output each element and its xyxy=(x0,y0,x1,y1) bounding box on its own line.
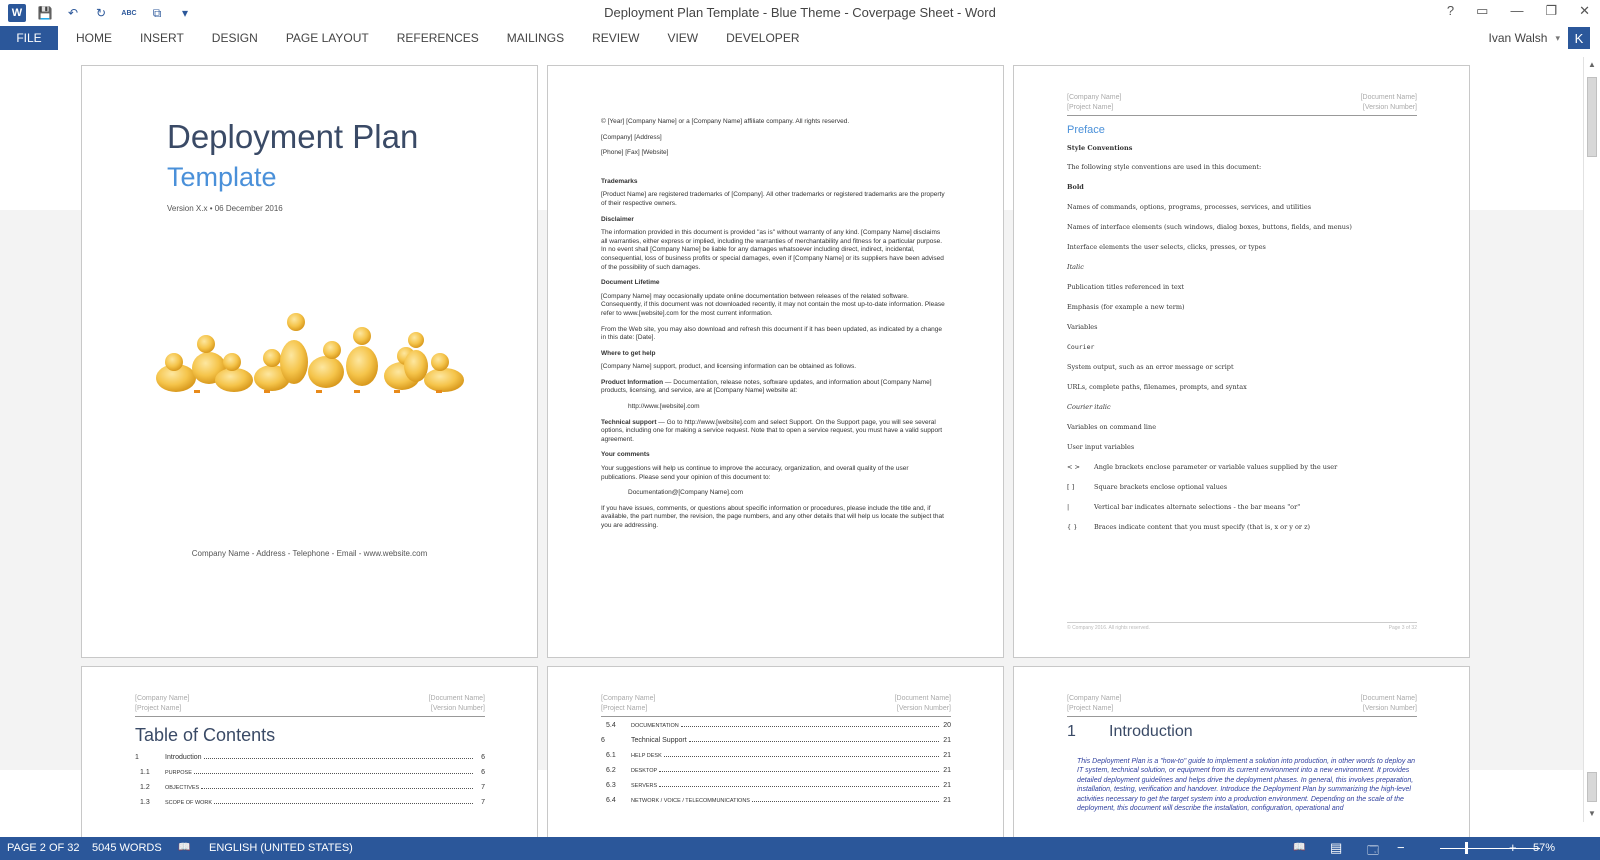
toc-row[interactable] xyxy=(135,798,485,813)
help-heading: Where to get help xyxy=(601,349,656,357)
toc-row[interactable] xyxy=(601,751,951,766)
toc-row[interactable] xyxy=(601,736,951,751)
page-preface[interactable] xyxy=(1013,65,1470,658)
bold-item-3: Interface elements the user selects, clicks, presses, or types xyxy=(1067,243,1266,251)
zoom-slider[interactable] xyxy=(1440,848,1540,849)
introduction-title: Introduction xyxy=(1109,723,1193,740)
page-introduction[interactable] xyxy=(1013,666,1470,837)
toc-page: 6 xyxy=(481,769,485,776)
trademarks-heading: Trademarks xyxy=(601,177,638,185)
customize-toolbar-icon[interactable]: ▾ xyxy=(181,6,189,20)
cover-version: Version X.x • 06 December 2016 xyxy=(167,204,283,213)
tech-support-text: — Go to http://www.[website].com and select Support. On the Support page, you will see several options, including one for making a service request. Note that to open a service request, you must have a valid support agreement. xyxy=(601,418,943,443)
style-courier-italic: Courier italic xyxy=(1067,403,1111,411)
zoom-out-icon[interactable]: − xyxy=(1397,840,1405,855)
square-brackets-text: Square brackets enclose optional values xyxy=(1094,483,1228,491)
word-count[interactable]: 5045 WORDS xyxy=(92,842,162,854)
courier-italic-item-1: Variables on command line xyxy=(1067,423,1157,431)
print-layout-icon[interactable]: ▤ xyxy=(1330,840,1343,855)
toc-text: SERVERS xyxy=(631,783,658,789)
proofing-icon[interactable]: 📖 xyxy=(178,842,191,853)
contact-line: [Phone] [Fax] [Website] xyxy=(601,149,669,157)
toc-list-left xyxy=(135,753,485,813)
help-icon[interactable]: ? xyxy=(1446,3,1455,18)
page-toc-continued[interactable] xyxy=(547,666,1004,837)
header-document: [Document Name] xyxy=(1360,94,1417,101)
symbol-bar xyxy=(1067,503,1417,511)
zoom-slider-handle[interactable] xyxy=(1465,842,1468,854)
header-document: [Document Name] xyxy=(894,695,951,702)
header-document: [Document Name] xyxy=(428,695,485,702)
zoom-level[interactable]: 57% xyxy=(1533,842,1556,854)
symbol-square xyxy=(1067,483,1417,491)
preface-content[interactable] xyxy=(1067,124,1417,543)
vertical-bar: | xyxy=(1067,503,1070,511)
legal-text[interactable] xyxy=(601,118,946,538)
comments-text: Your suggestions will help us continue to improve the accuracy, organization, and overall quality of the user publications. Please send your opinion of this document to: xyxy=(601,465,909,481)
toc-page: 20 xyxy=(943,722,951,729)
toc-text: DESKTOP xyxy=(631,768,658,774)
header-company: [Company Name] xyxy=(1067,695,1122,702)
layout-icon[interactable]: ⧉ xyxy=(152,5,162,20)
product-info xyxy=(601,379,946,396)
italic-item-1: Publication titles referenced in text xyxy=(1067,283,1185,291)
toc-page: 21 xyxy=(943,737,951,744)
italic-item-3: Variables xyxy=(1067,323,1098,331)
toc-num: 6.2 xyxy=(606,767,616,774)
disclaimer-heading: Disclaimer xyxy=(601,215,634,223)
scroll-thumb[interactable] xyxy=(1587,77,1597,157)
web-layout-icon[interactable]: 🗔 xyxy=(1367,845,1379,857)
tab-references[interactable]: REFERENCES xyxy=(396,31,479,45)
toc-text: PURPOSE xyxy=(165,770,192,776)
comments-heading: Your comments xyxy=(601,451,650,459)
italic-item-2: Emphasis (for example a new term) xyxy=(1067,303,1185,311)
tab-home[interactable]: HOME xyxy=(76,31,112,45)
page-header xyxy=(1067,93,1417,116)
style-courier: Courier xyxy=(1067,343,1095,351)
header-version: [Version Number] xyxy=(430,705,485,712)
courier-item-2: URLs, complete paths, filenames, prompts, and syntax xyxy=(1067,383,1247,391)
cover-footer: Company Name - Address - Telephone - Email - www.website.com xyxy=(191,549,428,558)
toc-row[interactable] xyxy=(135,783,485,798)
toc-text: OBJECTIVES xyxy=(165,785,200,791)
tab-page-layout[interactable]: PAGE LAYOUT xyxy=(285,31,369,45)
window-title: Deployment Plan Template - Blue Theme - Coverpage Sheet - Word xyxy=(604,5,996,20)
product-info-text: — Documentation, release notes, software updates, and information about [Company Name] products, licensing, and service, are at [Company Name] website at: xyxy=(601,378,932,395)
toc-num: 1.2 xyxy=(140,784,150,791)
tab-review[interactable]: REVIEW xyxy=(592,31,640,45)
ribbon-tabs xyxy=(0,26,1600,50)
footer-page-number: Page 3 of 32 xyxy=(1388,625,1417,631)
introduction-text[interactable]: This Deployment Plan is a "how-to" guide to implement a solution into production, in other words to deploy an IT system, technical solution, or equipment from its current environment into a new environment. It provides detailed deployment guidelines and helps drive the deployment phases. In general, this involves preparation, installation, testing, verification and handover. Introduce the Deployment Plan by summarizing the high-level activities necessary to get the target system into a production environment. Depending on the scale of the deployment, this document will describe the installation, configuration, operational and xyxy=(1077,758,1416,813)
save-icon[interactable]: 💾 xyxy=(37,6,53,20)
preface-intro: The following style conventions are used in this document: xyxy=(1067,163,1262,171)
minimize-icon[interactable]: — xyxy=(1510,3,1524,18)
user-name[interactable]: Ivan Walsh xyxy=(1488,31,1548,45)
toc-num: 6 xyxy=(601,737,605,744)
avatar[interactable]: K xyxy=(1568,27,1590,49)
page-header xyxy=(1067,694,1417,717)
header-project: [Project Name] xyxy=(1067,705,1114,712)
bold-item-2: Names of interface elements (such windows, dialog boxes, buttons, fields, and menus) xyxy=(1067,223,1352,231)
zoom-in-icon[interactable]: + xyxy=(1509,840,1517,855)
toc-num: 6.3 xyxy=(606,782,616,789)
toc-page: 21 xyxy=(943,767,951,774)
page-count[interactable]: PAGE 2 OF 32 xyxy=(7,842,80,854)
ducklings-image xyxy=(154,306,474,406)
tab-view[interactable]: VIEW xyxy=(667,31,699,45)
header-project: [Project Name] xyxy=(601,705,648,712)
square-brackets: [ ] xyxy=(1067,483,1075,491)
help-text: [Company Name] support, product, and licensing information can be obtained as follows. xyxy=(601,363,857,371)
language[interactable]: ENGLISH (UNITED STATES) xyxy=(209,842,353,854)
scroll-up-icon[interactable]: ▲ xyxy=(1588,60,1596,69)
style-conventions-heading: Style Conventions xyxy=(1067,144,1133,152)
toc-page: 21 xyxy=(943,752,951,759)
toc-page: 21 xyxy=(943,797,951,804)
page-toc[interactable] xyxy=(81,666,538,837)
title-bar xyxy=(0,0,1600,26)
tech-support-label: Technical support xyxy=(601,418,657,426)
toc-page: 6 xyxy=(481,754,485,761)
lifetime-text-2: From the Web site, you may also download and refresh this document if it has been updated, as indicated by a change in this date: [Date]. xyxy=(601,325,942,342)
toc-page: 7 xyxy=(481,784,485,791)
redo-icon[interactable]: ↻ xyxy=(95,6,107,20)
copyright-line: © [Year] [Company Name] or a [Company Name] affiliate company. All rights reserved. xyxy=(601,118,850,125)
tab-mailings[interactable]: MAILINGS xyxy=(506,31,565,45)
cover-title: Deployment Plan xyxy=(167,118,419,155)
tech-support xyxy=(601,419,946,445)
tab-design[interactable]: DESIGN xyxy=(211,31,258,45)
product-info-label: Product Information xyxy=(601,378,664,386)
toc-num: 6.1 xyxy=(606,752,616,759)
preface-title: Preface xyxy=(1067,124,1105,136)
toc-num: 1.3 xyxy=(140,799,150,806)
braces-text: Braces indicate content that you must specify (that is, x or y or z) xyxy=(1094,523,1311,531)
lifetime-text-1: [Company Name] may occasionally update online documentation between releases of the related software. Consequently, if this document was not downloaded recently, it may not contain the most up-to-date information. Please refer to www.[website].com for the most current information. xyxy=(601,292,945,317)
courier-italic-item-2: User input variables xyxy=(1067,443,1135,451)
page-header xyxy=(601,694,951,717)
header-company: [Company Name] xyxy=(1067,94,1122,101)
symbol-angle xyxy=(1067,463,1417,471)
vertical-bar-text: Vertical bar indicates alternate selections - the bar means "or" xyxy=(1094,503,1301,511)
toc-num: 6.4 xyxy=(606,797,616,804)
lifetime-heading: Document Lifetime xyxy=(601,279,660,287)
cover-subtitle: Template xyxy=(167,162,277,192)
tab-file[interactable]: FILE xyxy=(0,26,58,50)
braces: { } xyxy=(1067,523,1078,531)
toc-num: 1.1 xyxy=(140,769,150,776)
header-version: [Version Number] xyxy=(1362,705,1417,712)
page-header xyxy=(135,694,485,717)
footer-copyright: © Company 2016. All rights reserved. xyxy=(1067,625,1150,631)
toc-text: SCOPE OF WORK xyxy=(165,800,213,806)
word-app-icon[interactable]: W xyxy=(8,4,26,22)
spelling-icon[interactable]: ABC xyxy=(121,9,137,17)
courier-item-1: System output, such as an error message or script xyxy=(1067,363,1234,371)
chevron-down-icon[interactable]: ▾ xyxy=(1555,32,1560,43)
toc-num: 5.4 xyxy=(606,722,616,729)
toc-title: Table of Contents xyxy=(135,725,276,745)
angle-brackets: < > xyxy=(1067,463,1080,471)
toc-text: Introduction xyxy=(165,754,202,761)
undo-icon[interactable]: ↶ xyxy=(67,6,79,20)
header-company: [Company Name] xyxy=(135,695,190,702)
toc-list-right xyxy=(601,721,951,811)
toc-page: 21 xyxy=(943,782,951,789)
header-version: [Version Number] xyxy=(1362,104,1417,111)
toc-num: 1 xyxy=(135,754,139,761)
page-legal[interactable] xyxy=(547,65,1004,658)
vertical-scrollbar[interactable] xyxy=(1583,57,1600,822)
document-area[interactable] xyxy=(0,55,1583,837)
toc-page: 7 xyxy=(481,799,485,806)
ribbon-display-icon[interactable]: ▭ xyxy=(1476,3,1489,18)
style-bold: Bold xyxy=(1067,183,1084,191)
address-line: [Company] [Address] xyxy=(601,133,662,141)
toc-row[interactable] xyxy=(601,781,951,796)
header-project: [Project Name] xyxy=(1067,104,1114,111)
toc-text: NETWORK / VOICE / TELECOMMUNICATIONS xyxy=(631,798,750,804)
symbol-braces xyxy=(1067,523,1417,531)
toc-row[interactable] xyxy=(601,796,951,811)
header-company: [Company Name] xyxy=(601,695,656,702)
bold-item-1: Names of commands, options, programs, processes, services, and utilities xyxy=(1067,203,1312,211)
status-bar xyxy=(0,837,1600,860)
page-footer xyxy=(1067,622,1417,631)
scroll-thumb-secondary[interactable] xyxy=(1587,772,1597,802)
angle-brackets-text: Angle brackets enclose parameter or variable values supplied by the user xyxy=(1094,463,1338,471)
closing-text: If you have issues, comments, or questions about specific information or procedures, please include the title and, if available, the part number, the revision, the page numbers, and any other details that will help us locate the subject that you are addressing. xyxy=(601,504,944,529)
trademarks-text: [Product Name] are registered trademarks of [Company]. All other trademarks or registered trademarks are the property of their respective owners. xyxy=(601,191,945,207)
user-account[interactable] xyxy=(1489,26,1590,50)
support-email: Documentation@[Company Name].com xyxy=(628,489,743,497)
disclaimer-text: The information provided in this document is provided "as is" without warranty of any kind. [Company Name] disclaims all warranties, either express or implied, including the warranties of merchantability and fitness for a particular purpose. In no event shall [Company Name] be liable for any damages whatsoever including direct, indirect, incidental, consequential, loss of business profits or special damages, even if [Company Name] or its suppliers have been advised of the possibility of such damages. xyxy=(601,229,944,271)
introduction-heading xyxy=(1067,723,1193,741)
header-project: [Project Name] xyxy=(135,705,182,712)
tab-insert[interactable]: INSERT xyxy=(140,31,184,45)
style-italic: Italic xyxy=(1067,263,1084,271)
introduction-number: 1 xyxy=(1067,723,1076,740)
scroll-down-icon[interactable]: ▼ xyxy=(1588,809,1596,818)
header-version: [Version Number] xyxy=(896,705,951,712)
tab-developer[interactable]: DEVELOPER xyxy=(726,31,800,45)
toc-row[interactable] xyxy=(135,768,485,783)
toc-text: DOCUMENTATION xyxy=(631,723,679,729)
maximize-icon[interactable]: ❐ xyxy=(1545,3,1558,18)
toc-text: Technical Support xyxy=(631,737,687,744)
page-cover[interactable] xyxy=(81,65,538,658)
toc-row[interactable] xyxy=(601,766,951,781)
toc-text: HELP DESK xyxy=(631,753,662,759)
toc-row[interactable] xyxy=(135,753,485,768)
close-icon[interactable]: ✕ xyxy=(1579,3,1590,18)
toc-row[interactable] xyxy=(601,721,951,736)
product-url: http://www.[website].com xyxy=(628,403,700,411)
header-document: [Document Name] xyxy=(1360,695,1417,702)
read-mode-icon[interactable]: 📖 xyxy=(1293,842,1306,853)
